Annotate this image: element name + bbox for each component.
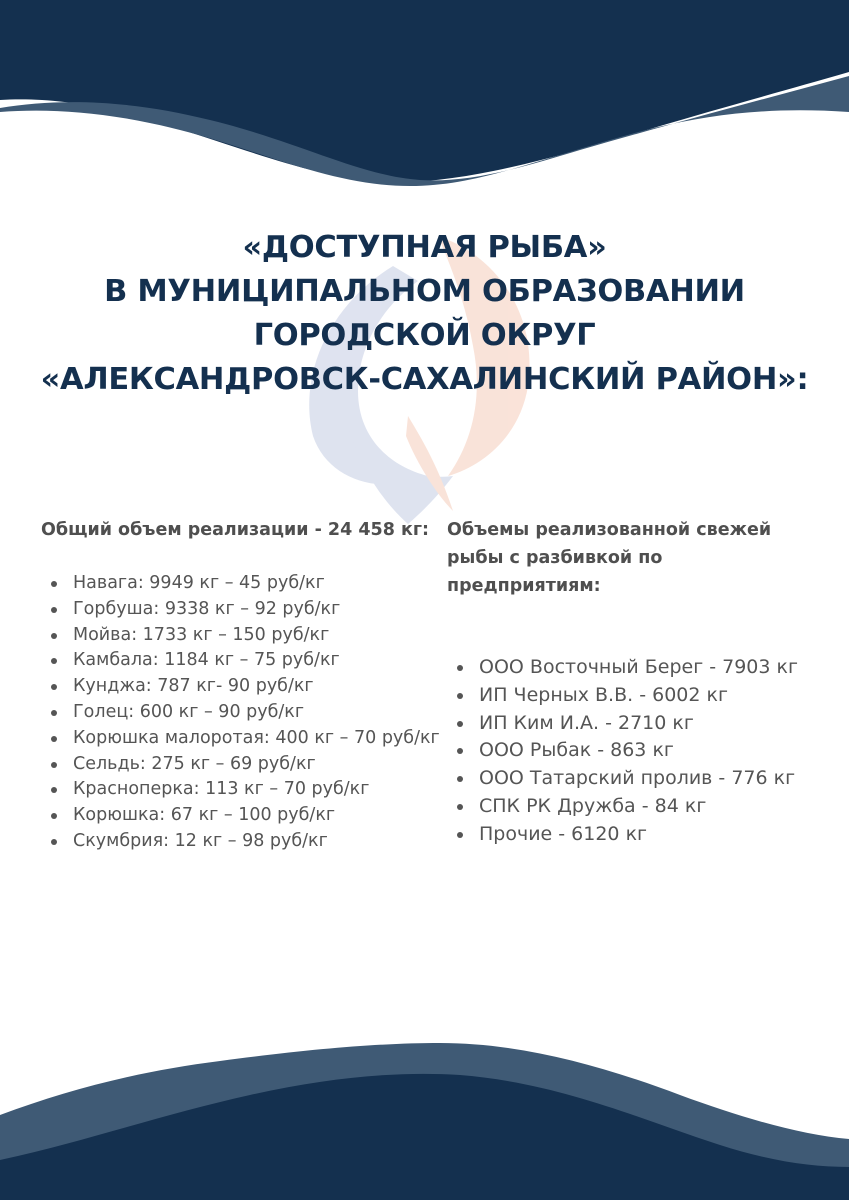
bullet-dot-icon [51,710,57,716]
list-item [447,710,827,738]
top-wave-decoration [0,0,849,190]
list-item [41,777,441,803]
list-item-text: ИП Ким И.А. - 2710 кг [479,711,694,734]
bullet-dot-icon [457,721,463,727]
bottom-wave-decoration [0,1035,849,1200]
list-item-text: Сельдь: 275 кг – 69 руб/кг [73,753,316,774]
list-item [41,674,441,700]
title-line-4: «АЛЕКСАНДРОВСК-САХАЛИНСКИЙ РАЙОН»: [40,362,809,397]
list-item [447,765,827,793]
list-item [41,571,441,597]
bullet-dot-icon [51,607,57,613]
bullet-dot-icon [457,804,463,810]
bullet-dot-icon [457,776,463,782]
list-item [41,623,441,649]
list-item-text: ООО Восточный Берег - 7903 кг [479,656,798,678]
list-item-text: Мойва: 1733 кг – 150 руб/кг [73,624,330,645]
right-column [447,516,827,849]
list-item [447,821,827,849]
title-line-3: ГОРОДСКОЙ ОКРУГ [253,318,596,353]
list-item-text: Горбуша: 9338 кг – 92 руб/кг [73,598,341,619]
bullet-dot-icon [51,684,57,690]
list-item-text: Навага: 9949 кг – 45 руб/кг [73,573,325,593]
list-item [41,752,441,778]
left-heading: Общий объем реализации - 24 458 кг: [41,520,430,540]
bullet-dot-icon [457,748,463,754]
list-item-text: Прочие - 6120 кг [479,822,648,845]
list-item [41,726,441,752]
list-item [447,793,827,821]
bullet-dot-icon [51,736,57,742]
bullet-dot-icon [51,658,57,664]
list-item-text: Кунджа: 787 кг- 90 руб/кг [73,676,314,697]
right-heading-line-2: рыбы с разбивкой по [447,548,663,568]
title-line-1: «ДОСТУПНАЯ РЫБА» [242,230,607,265]
list-item [447,654,827,682]
right-heading [447,516,827,600]
bullet-dot-icon [51,762,57,768]
list-item-text: Корюшка малоротая: 400 кг – 70 руб/кг [73,727,440,748]
list-item-text: Камбала: 1184 кг – 75 руб/кг [73,650,340,671]
bullet-dot-icon [51,633,57,639]
list-item-text: Скумбрия: 12 кг – 98 руб/кг [73,830,328,851]
list-item [41,597,441,623]
page-title [0,226,849,402]
bullet-dot-icon [457,665,463,671]
fish-species-list [41,571,441,855]
list-item-text: Красноперка: 113 кг – 70 руб/кг [73,779,370,800]
list-item-text: Голец: 600 кг – 90 руб/кг [73,701,305,722]
list-item-text: Корюшка: 67 кг – 100 руб/кг [73,805,336,826]
bullet-dot-icon [51,813,57,819]
bullet-dot-icon [51,787,57,793]
list-item [41,829,441,855]
list-item-text: СПК РК Дружба - 84 кг [479,794,707,817]
right-heading-line-1: Объемы реализованной свежей [447,520,772,540]
list-item [41,803,441,829]
list-item [41,648,441,674]
right-heading-line-3: предприятиям: [447,576,601,596]
list-item [41,700,441,726]
list-item-text: ИП Черных В.В. - 6002 кг [479,683,728,706]
list-item [447,682,827,710]
bullet-dot-icon [51,839,57,845]
title-line-2: В МУНИЦИПАЛЬНОМ ОБРАЗОВАНИИ [104,274,745,309]
bullet-dot-icon [51,581,57,587]
enterprises-list [447,654,827,849]
bullet-dot-icon [457,693,463,699]
left-column [41,516,441,855]
list-item-text: ООО Татарский пролив - 776 кг [479,767,796,790]
list-item-text: ООО Рыбак - 863 кг [479,739,674,762]
list-item [447,737,827,765]
bullet-dot-icon [457,832,463,838]
